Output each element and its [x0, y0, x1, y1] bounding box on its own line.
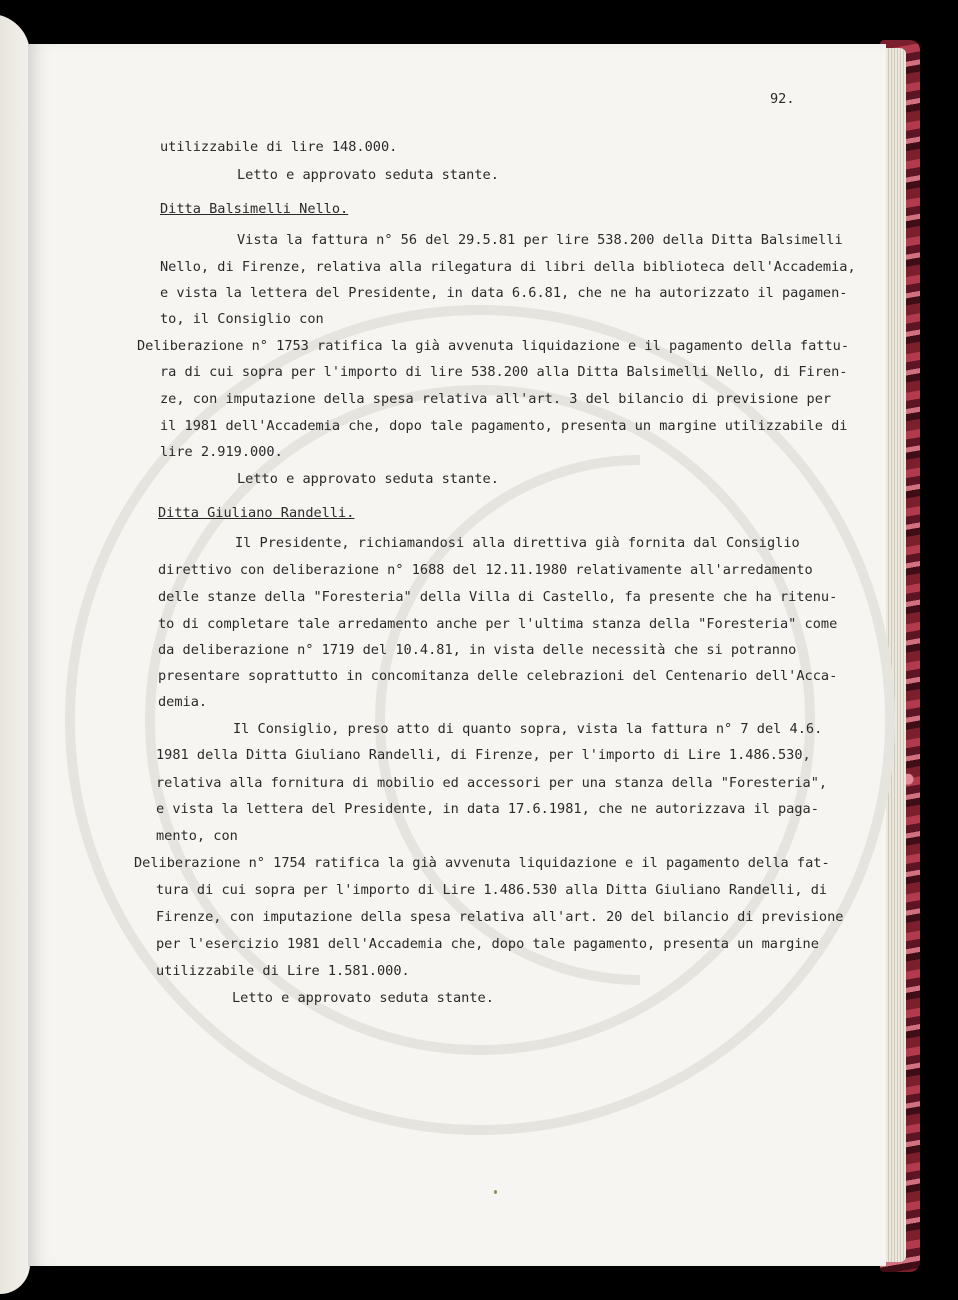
text-line: Firenze, con imputazione della spesa relativa all'art. 20 del bilancio di previsione	[156, 909, 844, 925]
text-line: demia.	[158, 694, 208, 710]
left-page-edge	[0, 14, 30, 1294]
text-line: e vista la lettera del Presidente, in data 17.6.1981, che ne autorizzava il paga-	[156, 801, 819, 817]
text-line: ra di cui sopra per l'importo di lire 538.200 alla Ditta Balsimelli Nello, di Firen-	[160, 364, 848, 380]
text-line: to di completare tale arredamento anche per l'ultima stanza della "Foresteria" come	[158, 616, 838, 632]
text-line: utilizzabile di Lire 1.581.000.	[156, 963, 410, 979]
text-line: Vista la fattura n° 56 del 29.5.81 per lire 538.200 della Ditta Balsimelli	[237, 232, 843, 248]
text-line: Letto e approvato seduta stante.	[232, 990, 494, 1006]
text-line: per l'esercizio 1981 dell'Accademia che, dopo tale pagamento, presenta un margine	[156, 936, 819, 952]
text-line: to, il Consiglio con	[160, 311, 324, 327]
page-number: 92.	[770, 91, 795, 107]
text-line: utilizzabile di lire 148.000.	[160, 139, 398, 155]
text-line: delle stanze della "Foresteria" della Villa di Castello, fa presente che ha ritenu-	[158, 589, 838, 605]
text-line: Letto e approvato seduta stante.	[237, 167, 499, 183]
text-line: ze, con imputazione della spesa relativa all'art. 3 del bilancio di previsione per	[160, 391, 832, 407]
text-line: e vista la lettera del Presidente, in data 6.6.81, che ne ha autorizzato il pagamen-	[160, 285, 848, 301]
text-line: relativa alla fornitura di mobilio ed accessori per una stanza della "Foresteria",	[156, 775, 828, 791]
section-heading: Ditta Giuliano Randelli.	[158, 505, 355, 521]
section-heading: Ditta Balsimelli Nello.	[160, 201, 349, 217]
text-line: Il Consiglio, preso atto di quanto sopra, vista la fattura n° 7 del 4.6.	[233, 721, 823, 737]
text-line: direttivo con deliberazione n° 1688 del 12.11.1980 relativamente all'arredamento	[158, 562, 813, 578]
text-line: Il Presidente, richiamandosi alla direttiva già fornita dal Consiglio	[235, 535, 800, 551]
text-line: Deliberazione n° 1753 ratifica la già avvenuta liquidazione e il pagamento della fattu-	[137, 338, 850, 354]
text-line: Deliberazione n° 1754 ratifica la già avvenuta liquidazione e il pagamento della fat-	[134, 855, 830, 871]
text-line: lire 2.919.000.	[160, 444, 283, 460]
text-line: 1981 della Ditta Giuliano Randelli, di Firenze, per l'importo di Lire 1.486.530,	[156, 747, 811, 763]
text-line: Nello, di Firenze, relativa alla rilegatura di libri della biblioteca dell'Accademia,	[160, 259, 856, 275]
text-line: presentare soprattutto in concomitanza delle celebrazioni del Centenario dell'Acca-	[158, 668, 838, 684]
text-line: Letto e approvato seduta stante.	[237, 471, 499, 487]
text-line: tura di cui sopra per l'importo di Lire 1.486.530 alla Ditta Giuliano Randelli, di	[156, 882, 828, 898]
text-line: il 1981 dell'Accademia che, dopo tale pagamento, presenta un margine utilizzabile di	[160, 418, 848, 434]
text-line: mento, con	[156, 828, 238, 844]
paper-speck	[494, 1190, 497, 1194]
text-line: da deliberazione n° 1719 del 10.4.81, in vista delle necessità che si potranno	[158, 642, 797, 658]
